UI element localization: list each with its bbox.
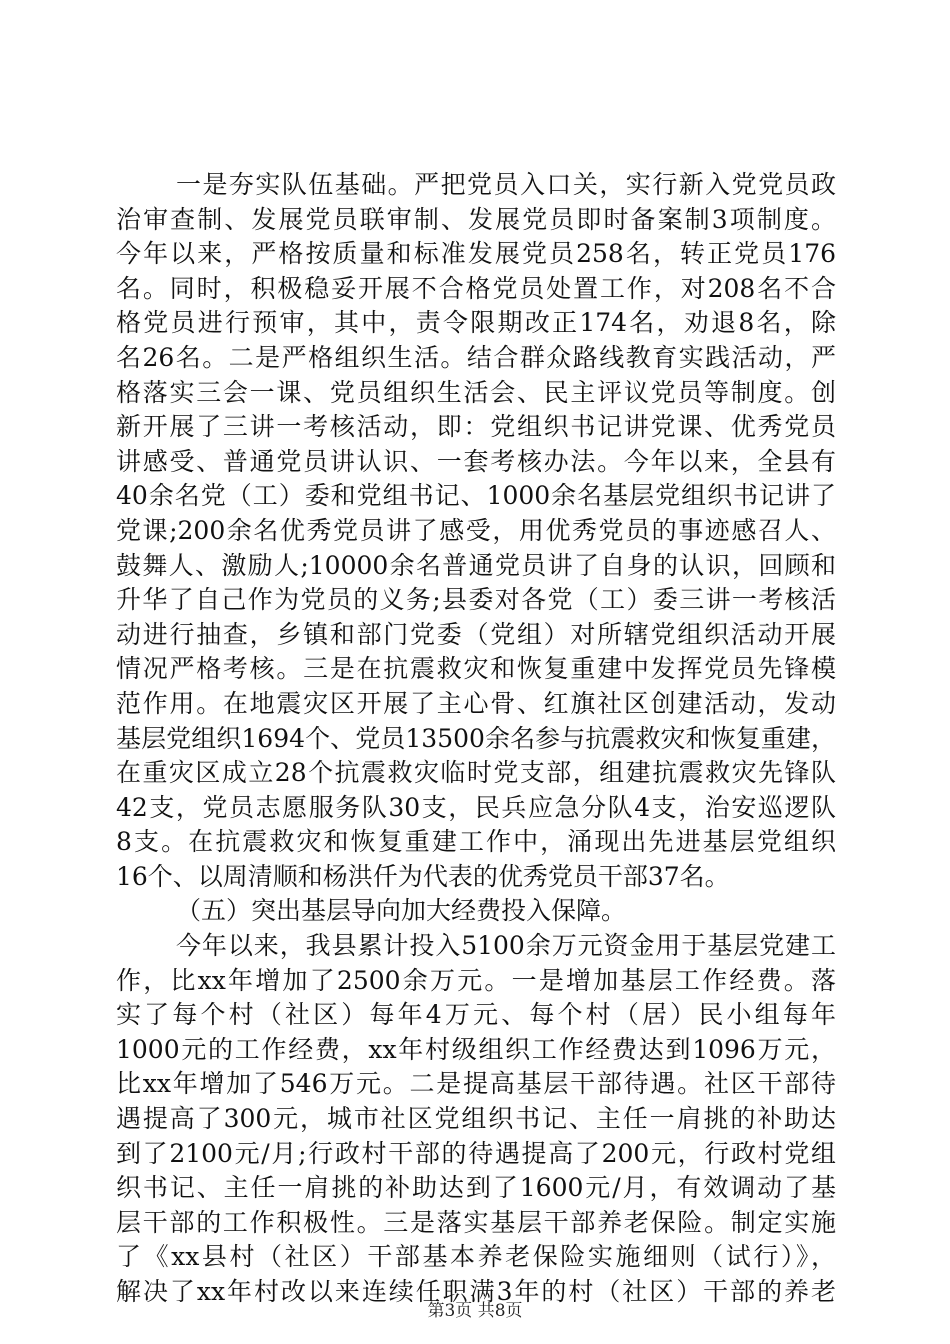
text-line: 比xx年增加了546万元。二是提高基层干部待遇。社区干部待 bbox=[116, 1069, 836, 1099]
text-line: 1000元的工作经费，xx年村级组织工作经费达到1096万元， bbox=[116, 1034, 836, 1064]
text-line: 新开展了三讲一考核活动，即：党组织书记讲党课、优秀党员 bbox=[116, 412, 836, 442]
text-line: 42支，党员志愿服务队30支，民兵应急分队4支，治安巡逻队 bbox=[116, 792, 836, 822]
text-line: 织书记、主任一肩挑的补助达到了1600元/月，有效调动了基 bbox=[116, 1173, 836, 1203]
text-line: 一是夯实队伍基础。严把党员入口关，实行新入党党员政 bbox=[176, 170, 836, 199]
text-line: 讲感受、普通党员讲认识、一套考核办法。今年以来，全县有 bbox=[116, 446, 836, 476]
text-line: 基层党组织1694个、党员13500余名参与抗震救灾和恢复重建， bbox=[116, 723, 836, 753]
text-line: 遇提高了300元，城市社区党组织书记、主任一肩挑的补助达 bbox=[116, 1104, 836, 1134]
text-line: 在重灾区成立28个抗震救灾临时党支部，组建抗震救灾先锋队 bbox=[116, 758, 836, 788]
text-line: 今年以来，我县累计投入5100余万元资金用于基层党建工 bbox=[176, 931, 836, 961]
document-body bbox=[116, 168, 836, 1310]
text-line: 名。同时，积极稳妥开展不合格党员处置工作，对208名不合 bbox=[116, 273, 836, 303]
text-line: 动进行抽查，乡镇和部门党委（党组）对所辖党组织活动开展 bbox=[116, 619, 836, 649]
text-line: 实了每个村（社区）每年4万元、每个村（居）民小组每年 bbox=[116, 1000, 836, 1030]
text-line: 到了2100元/月;行政村干部的待遇提高了200元，行政村党组 bbox=[116, 1138, 836, 1168]
text-line: 8支。在抗震救灾和恢复重建工作中，涌现出先进基层党组织 bbox=[116, 827, 836, 857]
text-line: 格落实三会一课、党员组织生活会、民主评议党员等制度。创 bbox=[116, 377, 836, 407]
text-line: 了《xx县村（社区）干部基本养老保险实施细则（试行）》， bbox=[116, 1242, 836, 1272]
text-line: 情况严格考核。三是在抗震救灾和恢复重建中发挥党员先锋模 bbox=[116, 654, 836, 684]
text-line: 40余名党（工）委和党组书记、1000余名基层党组织书记讲了 bbox=[116, 481, 836, 511]
page-footer bbox=[0, 1301, 950, 1321]
text-line: 升华了自己作为党员的义务;县委对各党（工）委三讲一考核活 bbox=[116, 585, 836, 615]
text-line: 层干部的工作积极性。三是落实基层干部养老保险。制定实施 bbox=[116, 1207, 836, 1237]
text-line: 范作用。在地震灾区开展了主心骨、红旗社区创建活动，发动 bbox=[116, 688, 836, 718]
page-number-label: 第3页 共8页 bbox=[427, 1301, 523, 1321]
text-line: 鼓舞人、激励人;10000余名普通党员讲了自身的认识，回顾和 bbox=[116, 550, 836, 580]
text-line: 今年以来，严格按质量和标准发展党员258名，转正党员176 bbox=[116, 239, 836, 269]
text-line: 治审查制、发展党员联审制、发展党员即时备案制3项制度。 bbox=[116, 204, 836, 234]
text-line: 格党员进行预审，其中，责令限期改正174名，劝退8名，除 bbox=[116, 308, 836, 338]
text-line: 解决了xx年村改以来连续任职满3年的村（社区）干部的养老 bbox=[116, 1277, 836, 1306]
section-heading: （五）突出基层导向加大经费投入保障。 bbox=[176, 896, 627, 926]
text-line: 16个、以周清顺和杨洪仟为代表的优秀党员干部37名。 bbox=[116, 861, 730, 891]
text-line: 名26名。二是严格组织生活。结合群众路线教育实践活动，严 bbox=[116, 342, 836, 372]
text-line: 作，比xx年增加了2500余万元。一是增加基层工作经费。落 bbox=[116, 965, 836, 995]
text-line: 党课;200余名优秀党员讲了感受，用优秀党员的事迹感召人、 bbox=[116, 515, 836, 545]
